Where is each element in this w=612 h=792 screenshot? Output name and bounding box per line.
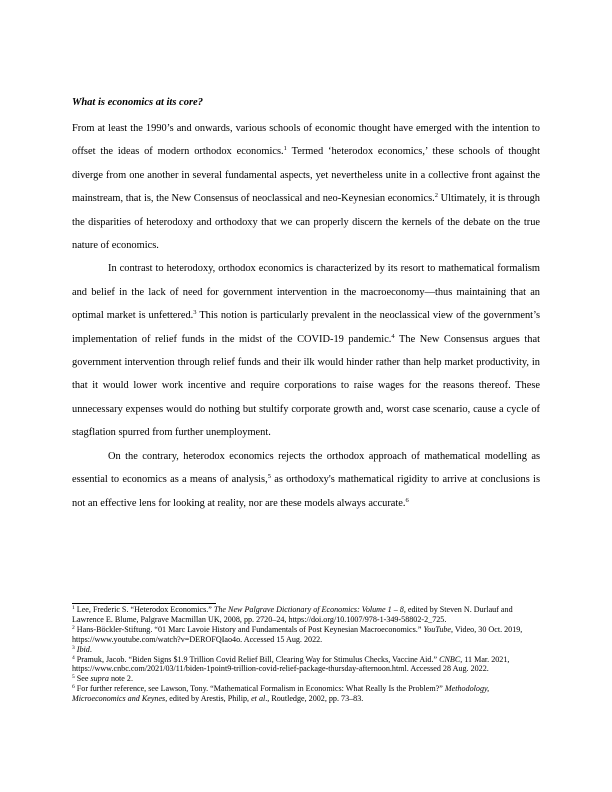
footnote-separator [72,603,216,604]
footnote [72,605,540,625]
footnotes [72,605,540,704]
text-run: note 2. [108,674,133,684]
text-run: Lee, Frederic S. “Heterodox Economics.” [74,605,214,614]
text-run: Termed ‘heterodox economics,’ these schools of thought diverge from one another in several fundamental aspects, yet nevertheless unite in a collective front against the mainstream, that is, the New Consensus of neoclassical and neo-Keynesian economics. [72,146,541,205]
text-run: In contrast to heterodoxy, orthodox economics is characterized by its resort to mathematical formalism and belief in the lack of need for government intervention in the macroeconomy—thus maintaining that an optimal market is unfettered. [72,263,540,322]
text-run: Hans-Böckler-Stiftung. “01 Marc Lavoie History and Fundamentals of Post Keynesian Macroeconomics.” [74,624,424,634]
text-run: For further reference, see Lawson, Tony. “Mathematical Formalism in Economics: What Really Is the Problem?” [74,684,445,694]
text-run: See [74,674,91,684]
italic-text: YouTube [423,624,452,634]
text-run: , Video, 30 Oct. 2019, https://www.youtube.com/watch?v=DEROFQIao4o. Accessed 15 Aug. 2022. [72,624,523,644]
text-run: , edited by Steven N. Durlauf and Lawrence E. Blume, Palgrave Macmillan UK, 2008, pp. 2720–24, https://doi.org/10.1007/978-1-349-58802-2_725. [72,605,513,624]
footnote-ref: 2 [434,192,438,200]
text-run: The New Consensus argues that government intervention through relief funds and their ilk would hinder rather than help market productivity, in that it would lower work incentive and require corporations to raise wages for the reasons thereof. These unnecessary expenses would do nothing but stultify corporate growth and, worst case scenario, cause a cycle of stagflation spurred from further unemployment. [72,333,540,439]
text-run: . [89,644,92,654]
text-run: , edited by Arestis, Philip, [165,694,252,704]
footnote-ref: 3 [193,309,197,317]
footnote-number: 2 [72,624,75,631]
italic-text: Methodology, Microeconomics and Keynes [72,684,490,704]
footnote [72,655,540,675]
paragraph [72,117,540,257]
text-run: as orthodoxy's mathematical rigidity to arrive at conclusions is not an effective lens for looking at reality, nor are these models always accurate. [72,474,540,509]
footnote-ref: 5 [267,473,271,481]
text-run: This notion is particularly prevalent in the neoclassical view of the government’s implementation of relief funds in the midst of the COVID-19 pandemic. [72,310,540,345]
text-run: From at least the 1990’s and onwards, various schools of economic thought have emerged with the intention to offset the ideas of modern orthodox economics. [72,123,540,158]
paragraph [72,257,540,444]
text-run: , 11 Mar. 2021, https://www.cnbc.com/2021/03/11/biden-1point9-trillion-covid-relief-package-thursday-afternoon.html. Accessed 28 Aug. 2022. [72,654,510,674]
body-text [72,117,540,515]
italic-text: CNBC [439,654,461,664]
footnote [72,674,540,684]
section-title: What is economics at its core? [72,97,203,108]
footnote-ref: 1 [283,145,287,153]
italic-text: The New Palgrave Dictionary of Economics: Volume 1 – 8 [213,605,404,614]
text-run: Ultimately, it is through the disparities of heterodoxy and orthodoxy that we can properly discern the kernels of the debate on the true nature of economics. [72,193,541,252]
italic-text: et al [251,694,266,704]
footnote-number: 4 [72,654,75,661]
footnote-number: 5 [72,674,75,681]
footnote-ref: 4 [391,332,395,340]
text-run: Pramuk, Jacob. “Biden Signs $1.9 Trillion Covid Relief Bill, Clearing Way for Stimulus Checks, Vaccine Aid.” [74,654,440,664]
italic-text: Ibid [76,644,90,654]
footnote-number: 6 [72,684,75,691]
paragraph [72,445,540,515]
footnote-number: 3 [72,644,75,651]
footnote [72,645,540,655]
footnote [72,625,540,645]
text-run: On the contrary, heterodox economics rejects the orthodox approach of mathematical modelling as essential to economics as a means of analysis, [72,450,540,486]
text-run: ., Routledge, 2002, pp. 73–83. [265,694,364,704]
footnote [72,684,540,704]
footnote-ref: 6 [405,496,409,504]
italic-text: supra [90,674,109,684]
footnote-number: 1 [72,605,75,611]
